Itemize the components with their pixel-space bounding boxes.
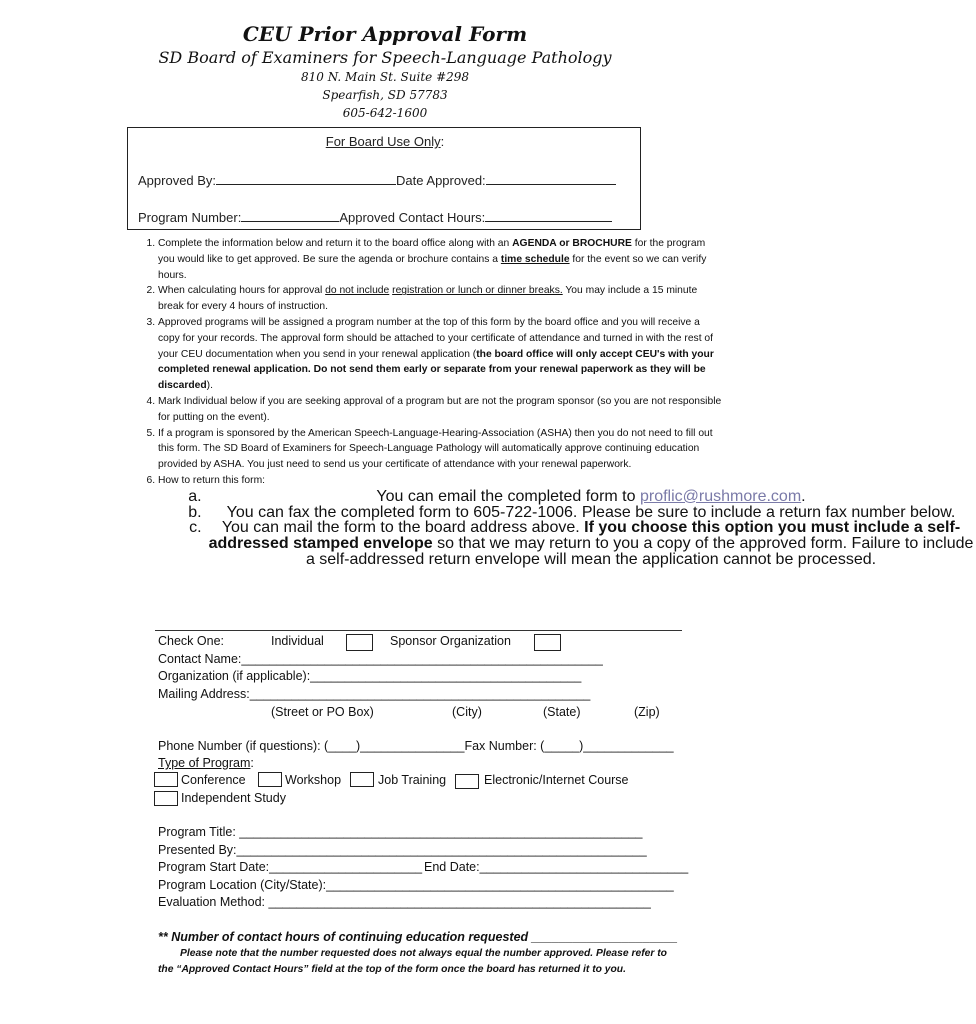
address-line-1: 810 N. Main St. Suite #298 xyxy=(300,70,470,84)
type-of-program-label: Type of Program: xyxy=(158,756,254,770)
instructions-list xyxy=(118,236,974,568)
return-options xyxy=(158,489,976,568)
board-name: SD Board of Examiners for Speech-Language Pathology xyxy=(158,48,612,67)
instruction-item: 6. How to return this form: a. You can email the completed form to proflic@rushmore.com. b. You can fax the completed form to 605-722-1006. Please be sure to include a return fax number below. c. You can mail the form to the board address above. If you choose this option you must include a self-addressed stamped envelope so that we may return to you a copy of the approved form. Failure to include a self-addressed return envelope will mean the application cannot be processed. xyxy=(158,473,723,568)
conference-label: Conference xyxy=(181,773,246,787)
city-caption: (City) xyxy=(452,705,482,719)
contact-hours-note: Please note that the number requested does not always equal the number approved. Please refer to the “Approved Contact Hours” field at the top of the form once the board has returned it to you. xyxy=(158,948,667,975)
check-one-label: Check One: xyxy=(158,634,225,648)
program-number-row xyxy=(138,209,612,225)
sponsor-label: Sponsor Organization xyxy=(390,634,511,648)
board-use-heading: For Board Use Only: xyxy=(325,134,445,149)
approved-by-row xyxy=(138,172,616,188)
program-number-field[interactable] xyxy=(241,209,339,222)
instruction-item: 1. Complete the information below and return it to the board office along with an AGENDA or BROCHURE for the program you would like to get approved. Be sure the agenda or brochure contains a time schedule for the event so we can verify hours. xyxy=(158,236,723,283)
state-caption: (State) xyxy=(543,705,581,719)
independent-study-label: Independent Study xyxy=(181,791,286,805)
return-option-email: a. You can email the completed form to proflic@rushmore.com. xyxy=(206,489,976,505)
organization-field[interactable]: Organization (if applicable):_______________________________________ xyxy=(158,669,582,683)
section-divider xyxy=(155,630,682,631)
approved-hours-field[interactable] xyxy=(485,209,612,222)
sponsor-checkbox[interactable] xyxy=(534,634,561,651)
board-phone: 605-642-1600 xyxy=(342,106,428,120)
workshop-checkbox[interactable] xyxy=(258,772,282,787)
start-date-field[interactable]: Program Start Date:______________________ xyxy=(158,860,423,874)
instruction-item: 2. When calculating hours for approval do not include registration or lunch or dinner breaks. You may include a 15 minute break for every 4 hours of instruction. xyxy=(158,283,723,315)
individual-label: Individual xyxy=(271,634,324,648)
instruction-item: 3. Approved programs will be assigned a program number at the top of this form by the board office and you will receive a copy for your records. The approval form should be attached to your certificate of attendance and turned in with the rest of your CEU documentation when you send in your renewal application (the board office will only accept CEU's with your completed renewal application. Do not send them early or separate from your renewal paperwork as they will be discarded). xyxy=(158,315,723,394)
contact-name-field[interactable]: Contact Name:____________________________________________________ xyxy=(158,652,603,666)
approved-by-field[interactable] xyxy=(216,172,396,185)
mailing-address-field[interactable]: Mailing Address:_________________________________________________ xyxy=(158,687,591,701)
electronic-course-checkbox[interactable] xyxy=(455,774,479,789)
phone-fax-field[interactable]: Phone Number (if questions): (____)_______________Fax Number: (_____)_____________ xyxy=(158,739,674,753)
return-option-fax: b. You can fax the completed form to 605-722-1006. Please be sure to include a return fax number below. xyxy=(206,505,976,521)
zip-caption: (Zip) xyxy=(634,705,660,719)
independent-study-checkbox[interactable] xyxy=(154,791,178,806)
email-link[interactable]: proflic@rushmore.com xyxy=(639,487,802,505)
job-training-label: Job Training xyxy=(378,773,447,787)
workshop-label: Workshop xyxy=(285,773,342,787)
form-title: CEU Prior Approval Form xyxy=(242,22,528,46)
instruction-item: 4. Mark Individual below if you are seeking approval of a program but are not the program sponsor (so you are not responsible for putting on the event). xyxy=(158,394,723,426)
conference-checkbox[interactable] xyxy=(154,772,178,787)
end-date-field[interactable]: End Date:______________________________ xyxy=(424,860,689,874)
program-number-label: Program Number: xyxy=(138,210,242,225)
program-location-field[interactable]: Program Location (City/State):__________________________________________________ xyxy=(158,878,674,892)
approved-hours-label: Approved Contact Hours: xyxy=(339,210,486,225)
evaluation-method-field[interactable]: Evaluation Method: _______________________________________________________ xyxy=(158,895,651,909)
date-approved-field[interactable] xyxy=(486,172,616,185)
contact-hours-requested-field[interactable]: ** Number of contact hours of continuing education requested _____________________ xyxy=(158,930,678,944)
individual-checkbox[interactable] xyxy=(346,634,373,651)
return-option-mail: c. You can mail the form to the board address above. If you choose this option you must include a self-addressed stamped envelope so that we may return to you a copy of the approved form. Failure to include a self-addressed return envelope will mean the application cannot be processed. xyxy=(206,520,976,567)
address-line-2: Spearfish, SD 57783 xyxy=(322,88,448,102)
electronic-course-label: Electronic/Internet Course xyxy=(484,773,629,787)
approved-by-label: Approved By: xyxy=(138,173,217,188)
presented-by-field[interactable]: Presented By:___________________________________________________________ xyxy=(158,843,647,857)
instruction-item: 5. If a program is sponsored by the American Speech-Language-Hearing-Association (ASHA) then you do not need to fill out this form. The SD Board of Examiners for Speech-Language Pathology will automatically approve continuing education provided by ASHA. You just need to send us your certificate of attendance with your renewal paperwork. xyxy=(158,426,723,473)
job-training-checkbox[interactable] xyxy=(350,772,374,787)
program-title-field[interactable]: Program Title: __________________________________________________________ xyxy=(158,825,643,839)
date-approved-label: Date Approved: xyxy=(396,173,486,188)
street-caption: (Street or PO Box) xyxy=(271,705,374,719)
